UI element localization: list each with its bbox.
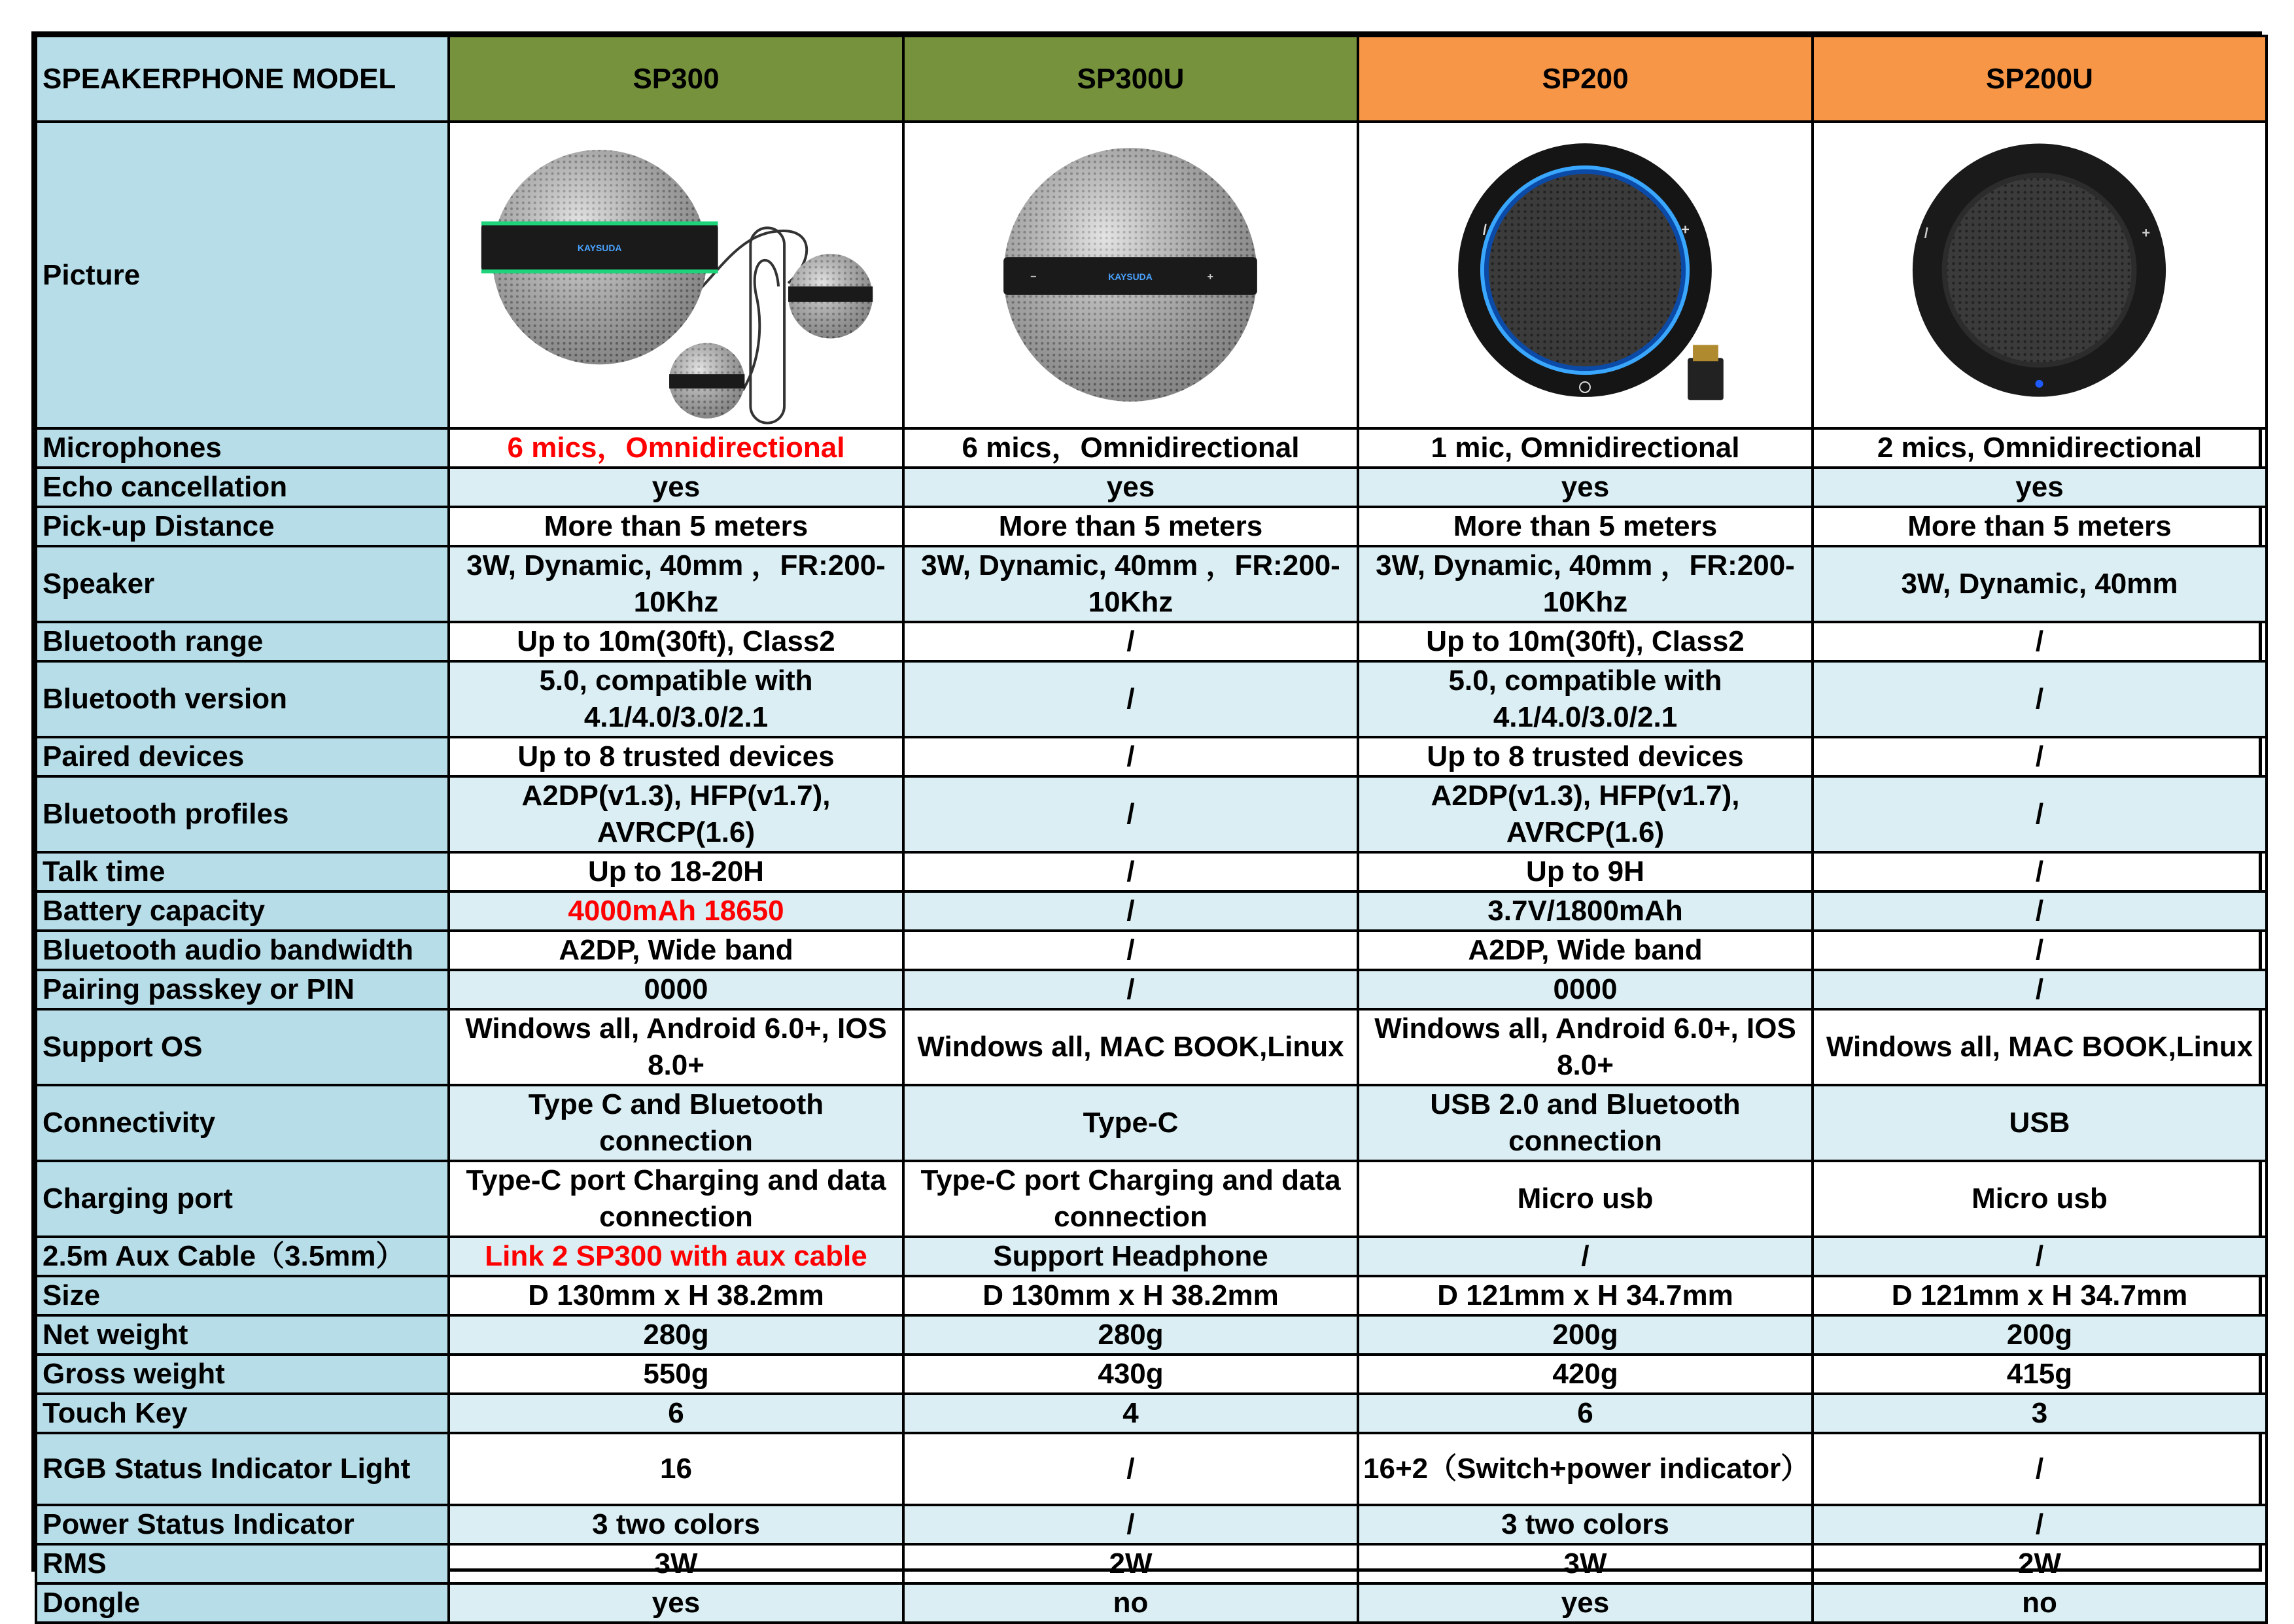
- spec-cell: yes: [903, 468, 1358, 507]
- spec-cell: 4: [903, 1394, 1358, 1433]
- spec-cell: D 121mm x H 34.7mm: [1813, 1276, 2267, 1315]
- spec-cell: /: [1813, 970, 2267, 1009]
- spec-row-label: Dongle: [36, 1583, 449, 1623]
- spec-cell: More than 5 meters: [903, 507, 1358, 546]
- spec-cell: 415g: [1813, 1355, 2267, 1394]
- spec-row-label: Speaker: [36, 546, 449, 622]
- spec-cell: /: [1813, 776, 2267, 852]
- spec-row-label: Connectivity: [36, 1085, 449, 1161]
- spec-cell: /: [903, 776, 1358, 852]
- spec-row: [36, 737, 2267, 776]
- spec-cell: 0000: [1358, 970, 1813, 1009]
- spec-cell: 3: [1813, 1394, 2267, 1433]
- spec-row: [36, 468, 2267, 507]
- spec-row-label: Power Status Indicator: [36, 1505, 449, 1544]
- spec-cell: 3W, Dynamic, 40mm: [1813, 546, 2267, 622]
- spec-comparison-sheet: [31, 31, 2262, 1619]
- spec-cell: /: [1813, 661, 2267, 737]
- spec-cell: 3W, Dynamic, 40mm ，FR:200-10Khz: [903, 546, 1358, 622]
- spec-row: [36, 622, 2267, 661]
- spec-row: [36, 1505, 2267, 1544]
- svg-text:−: −: [1030, 271, 1037, 283]
- brand-text: KAYSUDA: [577, 243, 622, 254]
- picture-row: [36, 122, 2267, 428]
- spec-row: [36, 661, 2267, 737]
- spec-cell: 6 mics，Omnidirectional: [449, 428, 903, 468]
- spec-row-label: Bluetooth profiles: [36, 776, 449, 852]
- spec-cell: 280g: [903, 1315, 1358, 1355]
- spec-cell: A2DP, Wide band: [449, 931, 903, 970]
- spec-row: [36, 1161, 2267, 1237]
- spec-cell: 3W, Dynamic, 40mm ，FR:200-10Khz: [1358, 546, 1813, 622]
- spec-cell: 5.0, compatible with 4.1/4.0/3.0/2.1: [1358, 661, 1813, 737]
- spec-cell: Up to 10m(30ft), Class2: [449, 622, 903, 661]
- spec-cell: A2DP, Wide band: [1358, 931, 1813, 970]
- spec-cell: Up to 8 trusted devices: [449, 737, 903, 776]
- spec-cell: /: [903, 931, 1358, 970]
- spec-cell: 5.0, compatible with 4.1/4.0/3.0/2.1: [449, 661, 903, 737]
- model-header-sp200u: SP200U: [1813, 36, 2267, 122]
- spec-row-label: Echo cancellation: [36, 468, 449, 507]
- spec-cell: 200g: [1813, 1315, 2267, 1355]
- spec-row-label: RMS: [36, 1544, 449, 1583]
- header-label: SPEAKERPHONE MODEL: [36, 36, 449, 122]
- spec-cell: More than 5 meters: [449, 507, 903, 546]
- spec-cell: /: [1813, 1433, 2267, 1505]
- spec-cell: /: [1813, 622, 2267, 661]
- spec-cell: /: [903, 970, 1358, 1009]
- model-header-sp200: SP200: [1358, 36, 1813, 122]
- spec-row-label: Charging port: [36, 1161, 449, 1237]
- spec-row: [36, 776, 2267, 852]
- spec-row: [36, 852, 2267, 891]
- spec-cell: D 130mm x H 38.2mm: [903, 1276, 1358, 1315]
- sp300-picture: [449, 122, 903, 428]
- spec-row: [36, 1544, 2267, 1583]
- sp200u-picture: [1813, 122, 2267, 428]
- spec-cell: More than 5 meters: [1813, 507, 2267, 546]
- sp200-picture: [1358, 122, 1813, 428]
- sp200u-speakerphone-image: [1814, 123, 2265, 427]
- header-row: [36, 36, 2267, 122]
- spec-cell: /: [903, 661, 1358, 737]
- spec-cell: Micro usb: [1813, 1161, 2267, 1237]
- spec-cell: 420g: [1358, 1355, 1813, 1394]
- spec-cell: /: [903, 622, 1358, 661]
- spec-row-label: 2.5m Aux Cable（3.5mm）: [36, 1237, 449, 1276]
- spec-cell: Windows all, MAC BOOK,Linux: [1813, 1009, 2267, 1085]
- spec-row-label: RGB Status Indicator Light: [36, 1433, 449, 1505]
- svg-text:+: +: [1681, 221, 1690, 238]
- spec-row-label: Gross weight: [36, 1355, 449, 1394]
- sp300u-picture: [903, 122, 1358, 428]
- spec-cell: USB: [1813, 1085, 2267, 1161]
- spec-cell: 280g: [449, 1315, 903, 1355]
- spec-cell: /: [1813, 891, 2267, 931]
- spec-cell: no: [903, 1583, 1358, 1623]
- svg-text:/: /: [1924, 224, 1928, 241]
- spec-cell: /: [903, 1505, 1358, 1544]
- spec-row-label: Bluetooth audio bandwidth: [36, 931, 449, 970]
- spec-cell: Type-C: [903, 1085, 1358, 1161]
- spec-cell: D 130mm x H 38.2mm: [449, 1276, 903, 1315]
- spec-cell: yes: [449, 1583, 903, 1623]
- spec-row-label: Pick-up Distance: [36, 507, 449, 546]
- spec-cell: 3 two colors: [1358, 1505, 1813, 1544]
- spec-row: [36, 1237, 2267, 1276]
- spec-cell: 16: [449, 1433, 903, 1505]
- spec-rows: [36, 428, 2267, 1623]
- spec-row: [36, 546, 2267, 622]
- spec-cell: /: [1813, 1237, 2267, 1276]
- spec-cell: Up to 18-20H: [449, 852, 903, 891]
- spec-row-label: Bluetooth range: [36, 622, 449, 661]
- svg-text:/: /: [1482, 221, 1487, 238]
- spec-cell: 4000mAh 18650: [449, 891, 903, 931]
- spec-cell: /: [1813, 737, 2267, 776]
- spec-cell: /: [1813, 852, 2267, 891]
- spec-cell: Windows all, MAC BOOK,Linux: [903, 1009, 1358, 1085]
- svg-text:+: +: [2142, 224, 2151, 241]
- sp200-speakerphone-image: [1359, 123, 1811, 427]
- spec-cell: 2W: [1813, 1544, 2267, 1583]
- spec-row: [36, 428, 2267, 468]
- spec-cell: 1 mic, Omnidirectional: [1358, 428, 1813, 468]
- spec-cell: 16+2（Switch+power indicator）: [1358, 1433, 1813, 1505]
- spec-cell: Type-C port Charging and data connection: [903, 1161, 1358, 1237]
- spec-table: [35, 35, 2268, 1624]
- spec-cell: /: [903, 852, 1358, 891]
- spec-row: [36, 891, 2267, 931]
- spec-cell: 430g: [903, 1355, 1358, 1394]
- sp300u-speakerphone-image: [905, 123, 1357, 427]
- spec-row: [36, 1315, 2267, 1355]
- spec-cell: D 121mm x H 34.7mm: [1358, 1276, 1813, 1315]
- spec-cell: 3W, Dynamic, 40mm ，FR:200-10Khz: [449, 546, 903, 622]
- spec-row: [36, 1394, 2267, 1433]
- spec-row: [36, 507, 2267, 546]
- spec-row-label: Microphones: [36, 428, 449, 468]
- model-header-sp300: SP300: [449, 36, 903, 122]
- spec-cell: Support Headphone: [903, 1237, 1358, 1276]
- picture-label: Picture: [36, 122, 449, 428]
- spec-row-label: Pairing passkey or PIN: [36, 970, 449, 1009]
- spec-cell: 6: [1358, 1394, 1813, 1433]
- spec-row-label: Net weight: [36, 1315, 449, 1355]
- spec-cell: /: [1813, 1505, 2267, 1544]
- spec-row-label: Paired devices: [36, 737, 449, 776]
- spec-cell: Windows all, Android 6.0+, IOS 8.0+: [1358, 1009, 1813, 1085]
- spec-cell: Windows all, Android 6.0+, IOS 8.0+: [449, 1009, 903, 1085]
- spec-cell: Up to 8 trusted devices: [1358, 737, 1813, 776]
- spec-cell: yes: [1358, 1583, 1813, 1623]
- spec-row-label: Size: [36, 1276, 449, 1315]
- spec-cell: 6: [449, 1394, 903, 1433]
- spec-row: [36, 1355, 2267, 1394]
- spec-row: [36, 1085, 2267, 1161]
- spec-cell: 6 mics，Omnidirectional: [903, 428, 1358, 468]
- svg-text:KAYSUDA: KAYSUDA: [1108, 271, 1153, 282]
- spec-cell: 550g: [449, 1355, 903, 1394]
- spec-cell: Micro usb: [1358, 1161, 1813, 1237]
- spec-cell: /: [1358, 1237, 1813, 1276]
- spec-row: [36, 1583, 2267, 1623]
- spec-cell: yes: [449, 468, 903, 507]
- spec-cell: Link 2 SP300 with aux cable: [449, 1237, 903, 1276]
- spec-cell: 3W: [449, 1544, 903, 1583]
- spec-cell: 3 two colors: [449, 1505, 903, 1544]
- spec-row: [36, 970, 2267, 1009]
- spec-row: [36, 1009, 2267, 1085]
- spec-cell: /: [903, 737, 1358, 776]
- spec-cell: 0000: [449, 970, 903, 1009]
- spec-row: [36, 1433, 2267, 1505]
- spec-row-label: Support OS: [36, 1009, 449, 1085]
- spec-row-label: Talk time: [36, 852, 449, 891]
- spec-cell: 3.7V/1800mAh: [1358, 891, 1813, 931]
- svg-text:+: +: [1207, 271, 1213, 283]
- spec-cell: A2DP(v1.3), HFP(v1.7), AVRCP(1.6): [1358, 776, 1813, 852]
- spec-cell: A2DP(v1.3), HFP(v1.7), AVRCP(1.6): [449, 776, 903, 852]
- spec-cell: 3W: [1358, 1544, 1813, 1583]
- spec-cell: 200g: [1358, 1315, 1813, 1355]
- spec-cell: More than 5 meters: [1358, 507, 1813, 546]
- spec-cell: /: [903, 1433, 1358, 1505]
- spec-cell: 2 mics, Omnidirectional: [1813, 428, 2267, 468]
- spec-cell: Type C and Bluetooth connection: [449, 1085, 903, 1161]
- spec-cell: 2W: [903, 1544, 1358, 1583]
- spec-row-label: Bluetooth version: [36, 661, 449, 737]
- spec-row-label: Touch Key: [36, 1394, 449, 1433]
- spec-cell: /: [1813, 931, 2267, 970]
- model-header-sp300u: SP300U: [903, 36, 1358, 122]
- spec-cell: Type-C port Charging and data connection: [449, 1161, 903, 1237]
- spec-cell: Up to 10m(30ft), Class2: [1358, 622, 1813, 661]
- spec-cell: /: [903, 891, 1358, 931]
- spec-cell: no: [1813, 1583, 2267, 1623]
- spec-row: [36, 1276, 2267, 1315]
- spec-cell: USB 2.0 and Bluetooth connection: [1358, 1085, 1813, 1161]
- spec-row: [36, 931, 2267, 970]
- spec-cell: Up to 9H: [1358, 852, 1813, 891]
- spec-cell: yes: [1358, 468, 1813, 507]
- sp300-speakerphone-image: [450, 123, 902, 427]
- spec-cell: yes: [1813, 468, 2267, 507]
- spec-row-label: Battery capacity: [36, 891, 449, 931]
